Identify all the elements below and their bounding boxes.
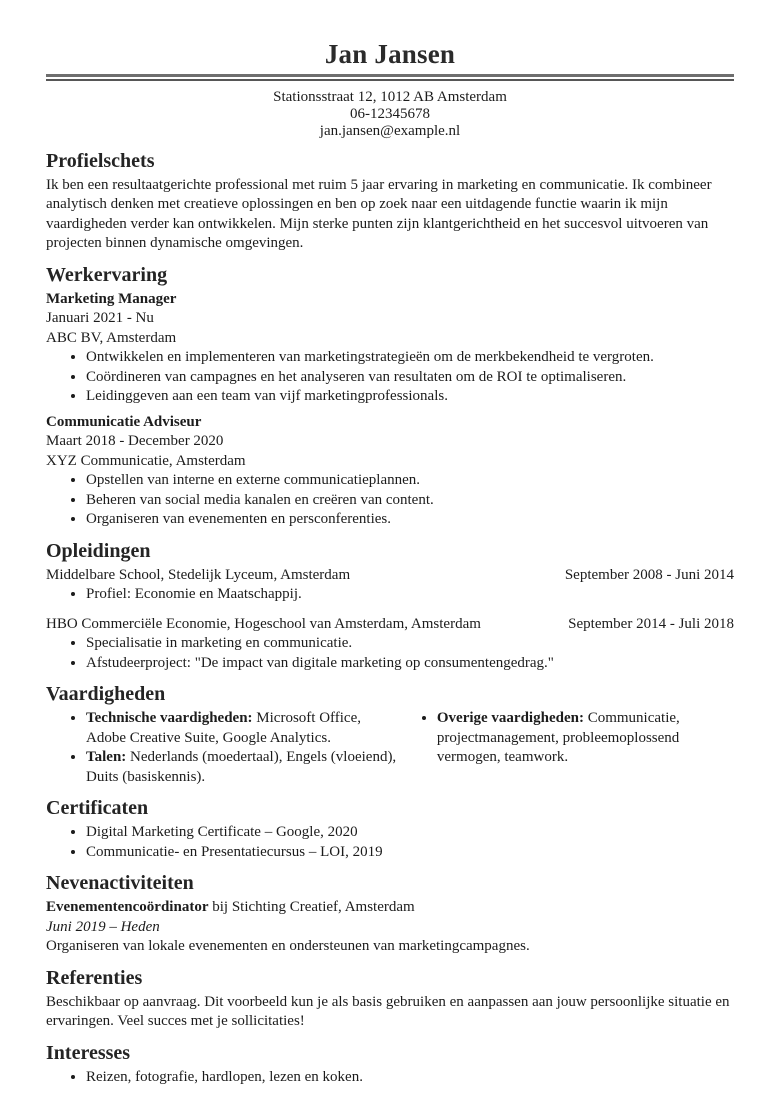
section-certificates xyxy=(46,798,734,862)
contact-address: Stationsstraat 12, 1012 AB Amsterdam xyxy=(273,88,507,105)
section-title-interests: Interesses xyxy=(46,1041,131,1064)
education-row xyxy=(46,566,734,586)
job-role: Communicatie Adviseur xyxy=(46,413,202,430)
interest-item: • Reizen, fotografie, hardlopen, lezen en koken. xyxy=(86,1068,734,1088)
job-entry xyxy=(46,290,734,407)
education-bullet-list xyxy=(46,585,734,605)
contact-email: jan.jansen@example.nl xyxy=(319,122,461,139)
education-entry xyxy=(46,615,734,674)
profile-text: Ik ben een resultaatgerichte professional met ruim 5 jaar ervaring in marketing en communicatie. Ik combineer analytisch denken met creatieve oplossingen en ben op zoek naar een uitdagende functie waarin ik mijn vaardigheden verder kan ontwikkelen. Mijn sterke punten zijn klantgerichtheid en het succesvol uitvoeren van projecten binnen dynamische omgevingen. xyxy=(46,176,712,252)
job-bullet: • Coördineren van campagnes en het analyseren van resultaten om de ROI te optimaliseren. xyxy=(86,368,734,388)
job-bullet: • Leidinggeven aan een team van vijf marketingprofessionals. xyxy=(86,387,734,407)
person-name: Jan Jansen xyxy=(324,39,456,69)
skill-label: Overige vaardigheden: xyxy=(436,710,584,727)
section-interests xyxy=(46,1043,734,1088)
job-bullet: • Ontwikkelen en implementeren van marketingstrategieën om de merkbekendheid te vergroten. xyxy=(86,348,734,368)
education-school: Middelbare School, Stedelijk Lyceum, Amsterdam xyxy=(46,566,351,583)
job-bullet-list xyxy=(46,348,734,407)
section-title-profile: Profielschets xyxy=(46,149,155,172)
section-title-side-activities: Nevenactiviteiten xyxy=(46,872,194,895)
header-divider xyxy=(46,74,734,81)
skill-text: Communicatie, projectmanagement, probleemoplossend vermogen, teamwork. xyxy=(436,710,680,766)
skill-text: Nederlands (moedertaal), Engels (vloeiend), Duits (basiskennis). xyxy=(86,749,397,785)
job-role: Marketing Manager xyxy=(46,290,177,307)
certificate-item: • Digital Marketing Certificate – Google, 2020 xyxy=(86,823,734,843)
job-bullet: • Beheren van social media kanalen en creëren van content. xyxy=(86,491,734,511)
side-activity-role-line xyxy=(46,898,734,918)
job-period: Maart 2018 - December 2020 xyxy=(46,433,224,450)
certificate-list xyxy=(46,823,734,862)
side-activity-role: Evenementencoördinator xyxy=(46,899,209,916)
job-bullet: • Organiseren van evenementen en persconferenties. xyxy=(86,510,734,530)
skills-column-left xyxy=(46,709,397,787)
section-title-education: Opleidingen xyxy=(46,539,151,562)
side-activity-period: Juni 2019 – Heden xyxy=(46,918,160,935)
side-activity-description: Organiseren van lokale evenementen en ondersteunen van marketingcampagnes. xyxy=(46,938,530,955)
education-row xyxy=(46,615,734,635)
job-entry xyxy=(46,413,734,530)
education-bullet: • Specialisatie in marketing en communicatie. xyxy=(86,634,734,654)
section-skills xyxy=(46,684,734,787)
resume-header xyxy=(46,40,734,140)
section-title-certificates: Certificaten xyxy=(46,797,149,820)
section-profile xyxy=(46,151,734,254)
job-bullet: • Opstellen van interne en externe communicatieplannen. xyxy=(86,471,734,491)
skill-item xyxy=(86,709,397,748)
job-bullet-list xyxy=(46,471,734,530)
section-experience xyxy=(46,265,734,530)
education-school: HBO Commerciële Economie, Hogeschool van Amsterdam, Amsterdam xyxy=(46,615,481,632)
skills-columns xyxy=(46,709,734,787)
references-text: Beschikbaar op aanvraag. Dit voorbeeld kun je als basis gebruiken en aanpassen aan jouw persoonlijke situatie en ervaringen. Veel succes met je sollicitaties! xyxy=(46,993,730,1030)
education-bullet-list xyxy=(46,634,734,673)
certificate-item: • Communicatie- en Presentatiecursus – LOI, 2019 xyxy=(86,843,734,863)
skills-column-right xyxy=(397,709,734,787)
interest-list xyxy=(46,1068,734,1088)
skill-label: Talen: xyxy=(86,749,127,766)
education-entry xyxy=(46,566,734,605)
skill-text: Microsoft Office, Adobe Creative Suite, Google Analytics. xyxy=(86,710,361,746)
education-bullet: • Profiel: Economie en Maatschappij. xyxy=(86,585,734,605)
skill-item xyxy=(86,748,397,787)
education-period: September 2008 - Juni 2014 xyxy=(564,566,734,583)
job-company: ABC BV, Amsterdam xyxy=(46,329,177,346)
section-title-skills: Vaardigheden xyxy=(46,683,166,706)
section-title-experience: Werkervaring xyxy=(46,263,168,286)
education-bullet: • Afstudeerproject: "De impact van digitale marketing op consumentengedrag." xyxy=(86,654,734,674)
section-references xyxy=(46,968,734,1032)
contact-block xyxy=(46,89,734,140)
skill-item xyxy=(437,709,734,768)
section-title-references: Referenties xyxy=(46,966,143,989)
job-period: Januari 2021 - Nu xyxy=(46,310,154,327)
section-education xyxy=(46,541,734,674)
job-company: XYZ Communicatie, Amsterdam xyxy=(46,452,246,469)
contact-phone: 06-12345678 xyxy=(350,105,430,122)
side-activity-role-rest: bij Stichting Creatief, Amsterdam xyxy=(208,899,415,916)
skill-label: Technische vaardigheden: xyxy=(86,710,253,727)
section-side-activities xyxy=(46,873,734,957)
education-period: September 2014 - Juli 2018 xyxy=(568,615,734,632)
